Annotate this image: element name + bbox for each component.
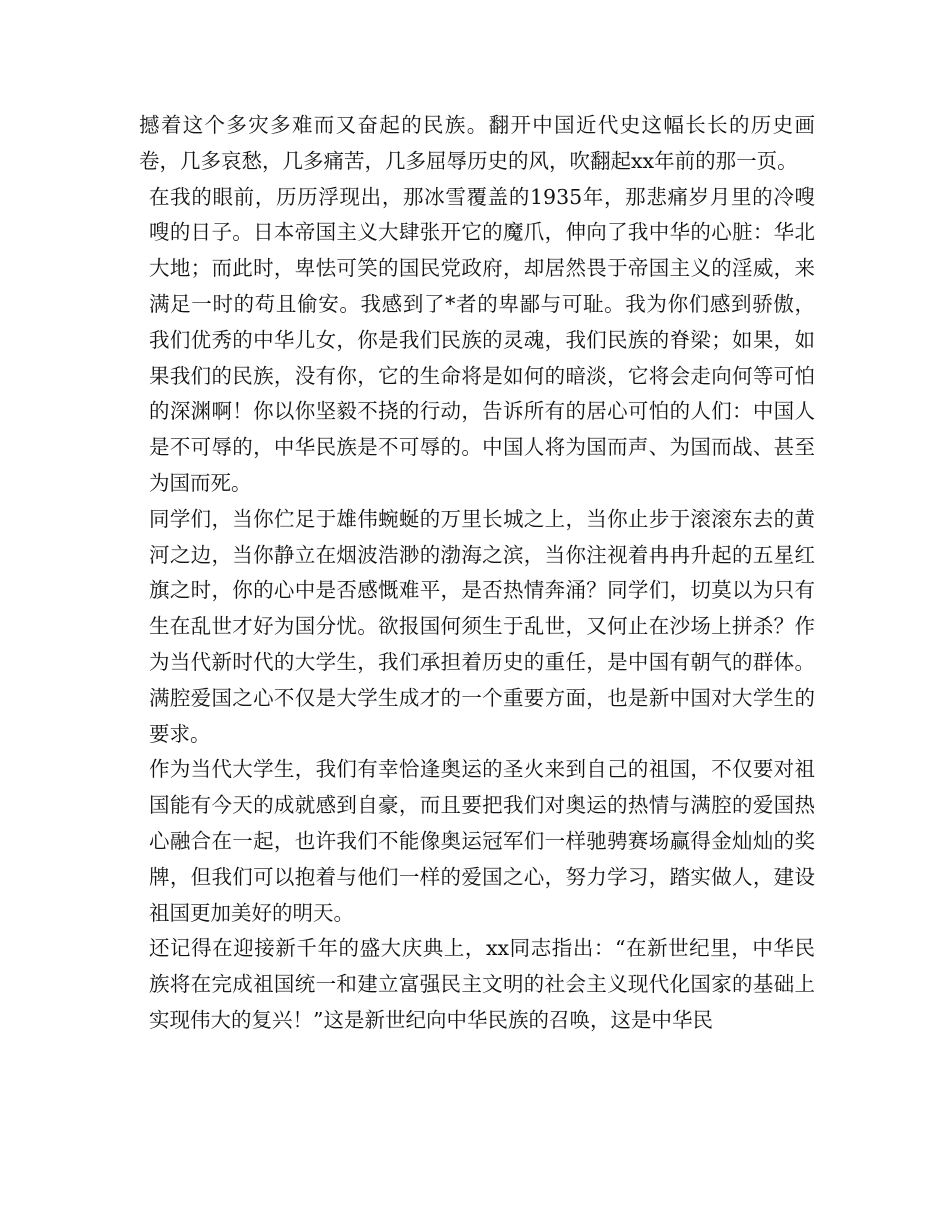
document-body xyxy=(139,108,815,1039)
paragraph-4: 作为当代大学生，我们有幸恰逢奥运的圣火来到自己的祖国，不仅要对祖国能有今天的成就感到自豪，而且要把我们对奥运的热情与满腔的爱国热心融合在一起，也许我们不能像奥运冠军们一样驰骋赛场赢得金灿灿的奖牌，但我们可以抱着与他们一样的爱国之心，努力学习，踏实做人，建设祖国更加美好的明天。 xyxy=(149,757,815,925)
paragraph-1: 撼着这个多灾多难而又奋起的民族。翻开中国近代史这幅长长的历史画卷，几多哀愁，几多痛苦，几多屈辱历史的风，吹翻起xx年前的那一页。 xyxy=(139,113,815,173)
paragraph-5: 还记得在迎接新千年的盛大庆典上，xx同志指出：“在新世纪里，中华民族将在完成祖国统一和建立富强民主文明的社会主义现代化国家的基础上实现伟大的复兴！”这是新世纪向中华民族的召唤，这是中华民 xyxy=(149,936,815,1032)
paragraph-2: 在我的眼前，历历浮现出，那冰雪覆盖的1935年，那悲痛岁月里的冷嗖嗖的日子。日本帝国主义大肆张开它的魔爪，伸向了我中华的心脏：华北大地；而此时，卑怯可笑的国民党政府，却居然畏于帝国主义的淫威，来满足一时的苟且偷安。我感到了*者的卑鄙与可耻。我为你们感到骄傲，我们优秀的中华儿女，你是我们民族的灵魂，我们民族的脊梁；如果，如果我们的民族，没有你，它的生命将是如何的暗淡，它将会走向何等可怕的深渊啊！你以你坚毅不挠的行动，告诉所有的居心可怕的人们：中国人是不可辱的，中华民族是不可辱的。中国人将为国而声、为国而战、甚至为国而死。 xyxy=(149,184,815,495)
paragraph-3: 同学们，当你伫足于雄伟蜿蜒的万里长城之上，当你止步于滚滚东去的黄河之边，当你静立在烟波浩渺的渤海之滨，当你注视着冉冉升起的五星红旗之时，你的心中是否感慨难平，是否热情奔涌？同学们，切莫以为只有生在乱世才好为国分忧。欲报国何须生于乱世，又何止在沙场上拼杀？作为当代新时代的大学生，我们承担着历史的重任，是中国有朝气的群体。满腔爱国之心不仅是大学生成才的一个重要方面，也是新中国对大学生的要求。 xyxy=(149,506,815,746)
